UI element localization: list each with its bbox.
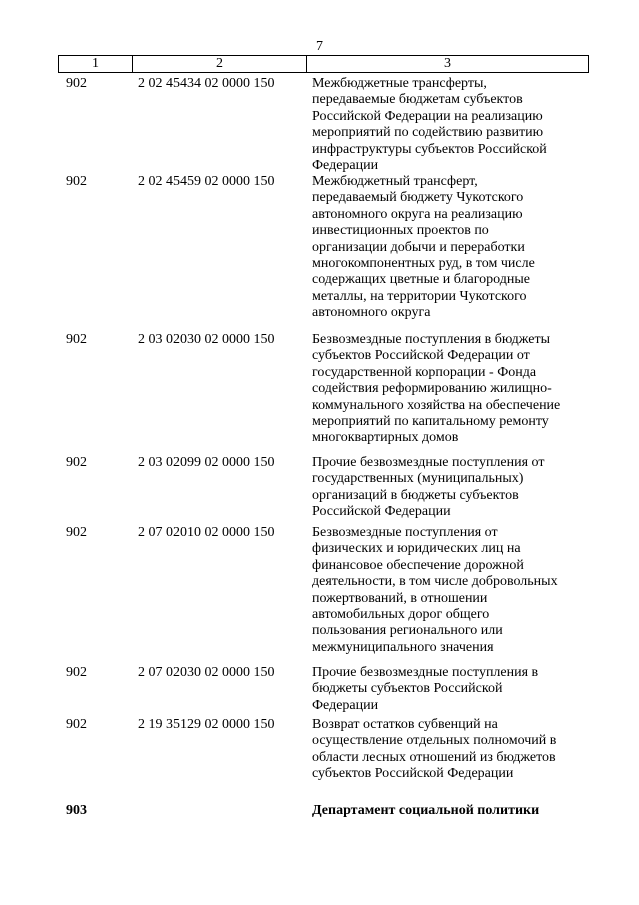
header-col-1: 1 — [59, 56, 133, 72]
table-row — [58, 665, 589, 717]
table-header — [58, 55, 589, 73]
revenue-description: Прочие безвозмездные поступления от государственных (муниципальных) организаций в бюджеты субъектов Российской Федерации — [312, 455, 545, 520]
table-row — [58, 332, 589, 455]
section-heading-row — [58, 803, 589, 819]
admin-code: 902 — [66, 76, 87, 91]
revenue-description: Прочие безвозмездные поступления в бюджеты субъектов Российской Федерации — [312, 665, 539, 713]
table-body — [58, 76, 589, 785]
header-col-3: 3 — [444, 56, 451, 71]
revenue-code: 2 03 02030 02 0000 150 — [138, 332, 275, 347]
revenue-description: Безвозмездные поступления от физических и юридических лиц на финансовое обеспечение дорожной деятельности, в том числе добровольных пожертвований, в отношении автомобильных дорог общего пользования регионального или межмуниципального значения — [312, 525, 558, 655]
table-row — [58, 717, 589, 785]
revenue-description: Безвозмездные поступления в бюджеты субъектов Российской Федерации от государственной корпорации - Фонда содействия реформированию жилищно- коммунального хозяйства на обеспечение мероприятий по капитальному ремонту многоквартирных домов — [312, 332, 561, 446]
page-number: 7 — [316, 39, 323, 54]
revenue-code: 2 19 35129 02 0000 150 — [138, 717, 275, 732]
section-code-empty — [132, 803, 306, 819]
revenue-code: 2 02 45459 02 0000 150 — [138, 174, 275, 189]
revenue-code: 2 07 02030 02 0000 150 — [138, 665, 275, 680]
revenue-code: 2 03 02099 02 0000 150 — [138, 455, 275, 470]
admin-code: 902 — [66, 717, 87, 732]
header-col-2: 2 — [133, 56, 307, 72]
section-admin-code: 903 — [66, 803, 87, 818]
table-row — [58, 174, 589, 332]
admin-code: 902 — [66, 174, 87, 189]
table-row — [58, 525, 589, 665]
table-row — [58, 76, 589, 174]
admin-code: 902 — [66, 525, 87, 540]
admin-code: 902 — [66, 455, 87, 470]
revenue-description: Межбюджетные трансферты, передаваемые бюджетам субъектов Российской Федерации на реализацию мероприятий по содействию развитию инфраструктуры субъектов Российской Федерации — [312, 76, 547, 174]
revenue-code: 2 07 02010 02 0000 150 — [138, 525, 275, 540]
revenue-code: 2 02 45434 02 0000 150 — [138, 76, 275, 91]
section-title: Департамент социальной политики — [312, 803, 540, 818]
table-row — [58, 455, 589, 525]
revenue-description: Межбюджетный трансферт, передаваемый бюджету Чукотского автономного округа на реализацию инвестиционных проектов по организации добычи и переработки многокомпонентных руд, в том числе содержащих цветные и благородные металлы, на территории Чукотского автономного округа — [312, 174, 535, 321]
admin-code: 902 — [66, 332, 87, 347]
revenue-description: Возврат остатков субвенций на осуществление отдельных полномочий в области лесных отношений из бюджетов субъектов Российской Федерации — [312, 717, 557, 782]
admin-code: 902 — [66, 665, 87, 680]
